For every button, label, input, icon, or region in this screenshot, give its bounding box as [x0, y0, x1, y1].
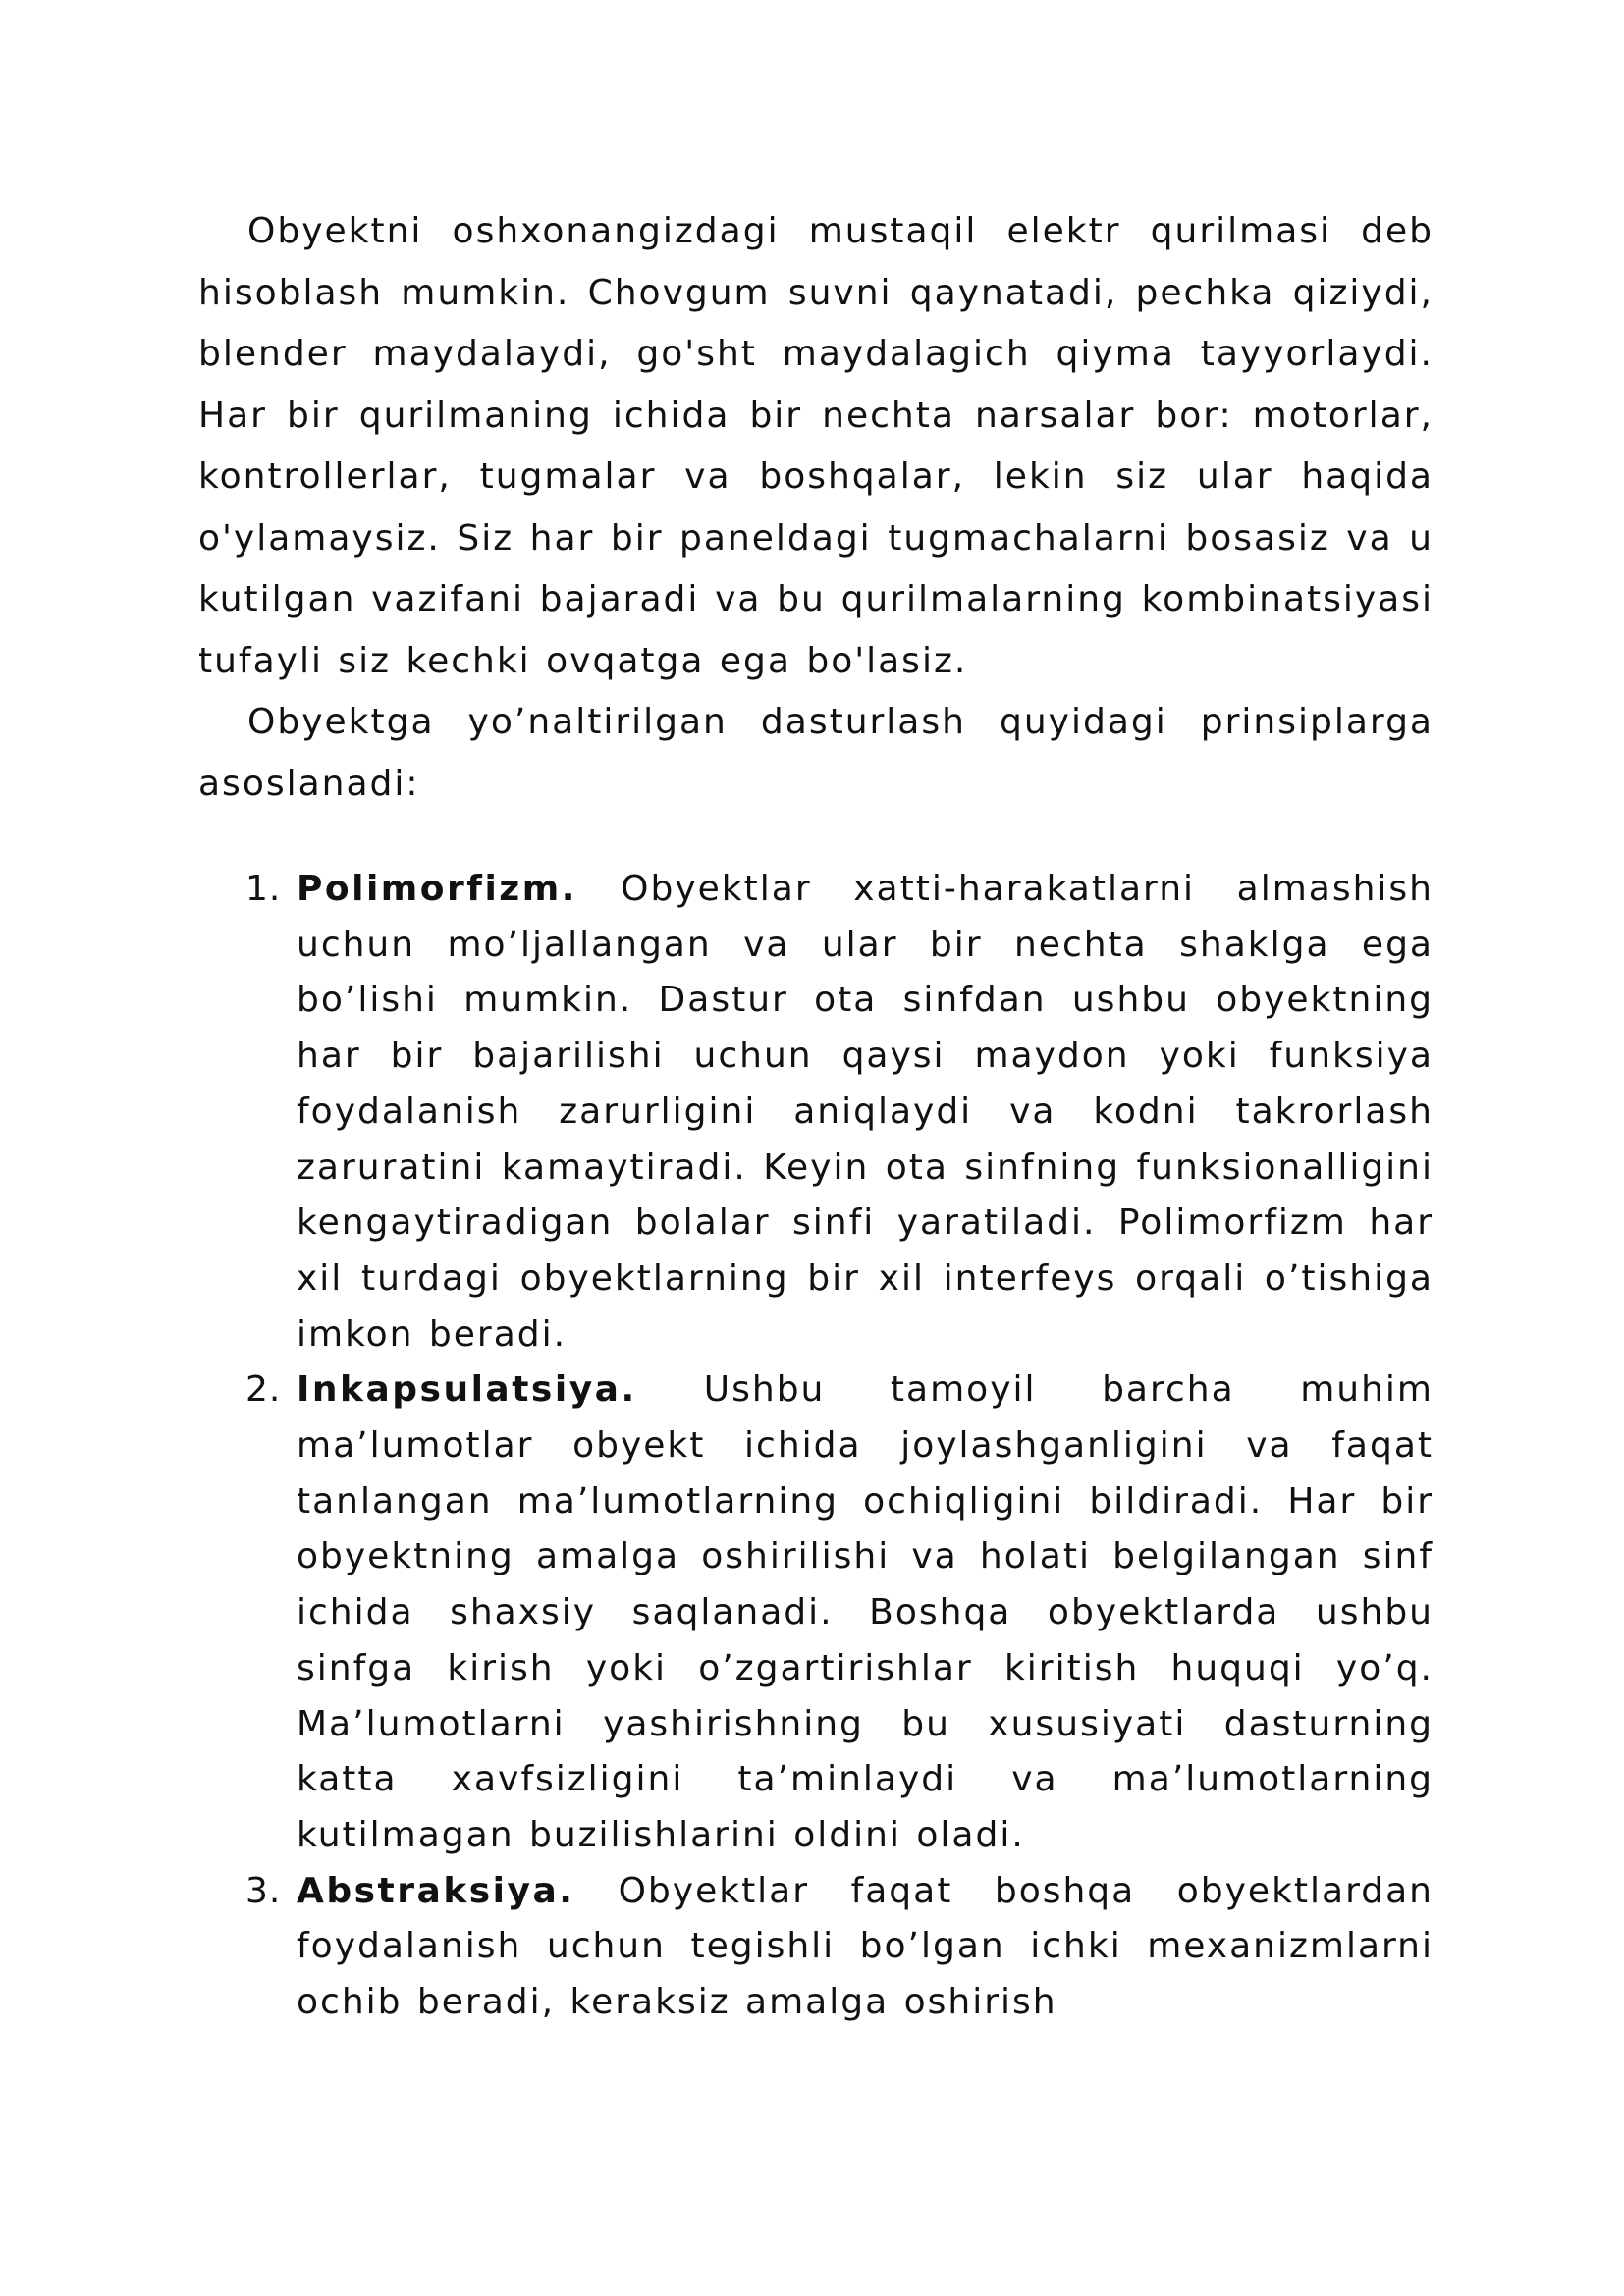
list-item-encapsulation [198, 1362, 1434, 1863]
principle-description: Obyektlar xatti-harakatlarni almashish uchun mo’ljallangan va ular bir nechta shaklga ega bo’lishi mumkin. Dastur ota sinfdan ushbu obyektning har bir bajarilishi uchun qaysi maydon yoki funksiya foydalanish zarurligini aniqlaydi va kodni takrorlash zaruratini kamaytiradi. Keyin ota sinfning funksionalligini kengaytiradigan bolalar sinfi yaratiladi. Polimorfizm har xil turdagi obyektlarning bir xil interfeys orqali o’tishiga imkon beradi. [297, 869, 1434, 1355]
principle-term: Inkapsulatsiya. [297, 1369, 704, 1411]
list-item-number: 3. [245, 1870, 282, 1911]
principle-description: Ushbu tamoyil barcha muhim ma’lumotlar obyekt ichida joylashganligini va faqat tanlangan ma’lumotlarning ochiqligini bildiradi. Har bir obyektning amalga oshirilishi va holati belgilangan sinf ichida shaxsiy saqlanadi. Boshqa obyektlarda ushbu sinfga kirish yoki o’zgartirishlar kiritish huquqi yo’q. Ma’lumotlarni yashirishning bu xususiyati dasturning katta xavfsizligini ta’minlaydi va ma’lumotlarning kutilmagan buzilishlarini oldini oladi. [297, 1369, 1434, 1855]
principle-term: Polimorfizm. [297, 869, 622, 909]
list-item-polymorphism [198, 862, 1434, 1362]
document-page [198, 201, 1434, 2031]
principle-description: Obyektlar faqat boshqa obyektlardan foydalanish uchun tegishli bo’lgan ichki mexanizmlarni ochib beradi, keraksiz amalga oshirish [297, 1870, 1434, 2023]
list-item-abstraction [198, 1864, 1434, 2031]
list-item-number: 1. [245, 869, 282, 909]
principles-lead-paragraph: Obyektga yo’naltirilgan dasturlash quyidagi prinsiplarga asoslanadi: [198, 702, 1434, 804]
intro-paragraph: Obyektni oshxonangizdagi mustaqil elektr qurilmasi deb hisoblash mumkin. Chovgum suvni qaynatadi, pechka qiziydi, blender maydalaydi, go'sht maydalagich qiyma tayyorlaydi. Har bir qurilmaning ichida bir nechta narsalar bor: motorlar, kontrollerlar, tugmalar va boshqalar, lekin siz ular haqida o'ylamaysiz. Siz har bir paneldagi tugmachalarni bosasiz va u kutilgan vazifani bajaradi va bu qurilmalarning kombinatsiyasi tufayli siz kechki ovqatga ega bo'lasiz. [198, 211, 1434, 681]
principles-list [198, 862, 1434, 2031]
principle-term: Abstraksiya. [297, 1870, 619, 1911]
list-item-number: 2. [245, 1369, 282, 1411]
